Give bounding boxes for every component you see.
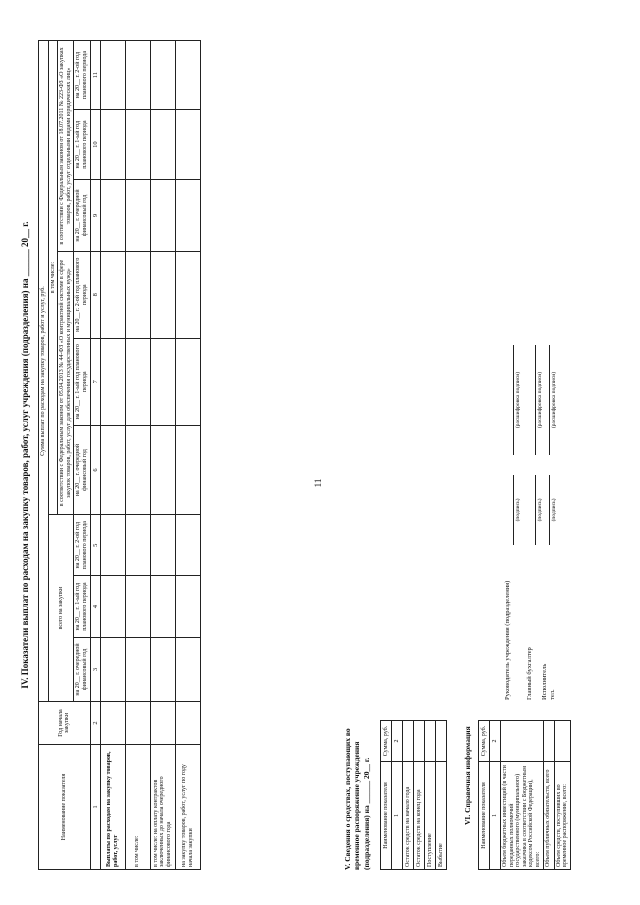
cell[interactable] <box>175 515 200 576</box>
signature-line[interactable] <box>513 475 514 545</box>
row-label: Выбытие <box>436 762 447 870</box>
decode-line[interactable] <box>549 345 550 455</box>
decode-line[interactable] <box>513 345 514 455</box>
table-row <box>125 41 150 870</box>
section-6-title: VI. Справочная информация <box>463 726 472 825</box>
cell[interactable] <box>100 338 125 425</box>
col-head-total: всего на закупки <box>48 515 74 702</box>
row-label: Остаток средств на конец года <box>414 762 425 870</box>
col-num: 2 <box>90 702 100 745</box>
cell[interactable] <box>150 576 175 638</box>
cell[interactable] <box>150 41 175 110</box>
cell[interactable] <box>125 425 150 514</box>
row-label: Выплаты по расходам на закупку товаров, работ, услуг <box>100 745 125 870</box>
cell[interactable] <box>125 180 150 252</box>
cell[interactable] <box>150 515 175 576</box>
cell[interactable] <box>414 721 425 762</box>
table-row <box>554 721 570 870</box>
decode-caption: (расшифровка подписи) <box>537 371 543 429</box>
col-head-name: Наименование показателя <box>479 762 490 870</box>
col-num: 9 <box>90 180 100 252</box>
col-num: 10 <box>90 110 100 180</box>
period-current: на 20__ г. очередной финансовый год <box>74 180 90 252</box>
cell[interactable] <box>125 576 150 638</box>
decode-line[interactable] <box>535 345 536 455</box>
cell[interactable] <box>150 251 175 338</box>
cell[interactable] <box>543 721 554 762</box>
cell[interactable] <box>175 702 200 745</box>
col-num: 6 <box>90 425 100 514</box>
sign-caption: (подпись) <box>551 498 557 522</box>
table-row <box>403 721 414 870</box>
cell[interactable] <box>175 110 200 180</box>
col-head-year: Год начала закупки <box>39 702 91 745</box>
period-current: на 20__ г. очередной финансовый год <box>74 637 90 701</box>
cell[interactable] <box>100 110 125 180</box>
col-head-sum: Сумма выплат по расходам на закупку товаров, работ и услуг, руб. <box>39 41 49 702</box>
row-label: Остаток средств на начало года <box>403 762 414 870</box>
row-label: в том числе: <box>125 745 150 870</box>
row-label: на закупку товаров, работ, услуг по году начала закупки <box>175 745 200 870</box>
row-label: Поступление <box>425 762 436 870</box>
table-row <box>425 721 436 870</box>
period-first: на 20__ г. 1-ый год планового периода <box>74 576 90 638</box>
cell[interactable] <box>125 702 150 745</box>
cell[interactable] <box>175 425 200 514</box>
signature-line[interactable] <box>549 475 550 545</box>
reference-info-table <box>478 720 571 870</box>
cell[interactable] <box>175 637 200 701</box>
cell[interactable] <box>150 425 175 514</box>
col-num: 1 <box>392 762 403 870</box>
decode-caption: (расшифровка подписи) <box>551 371 557 429</box>
sign-caption: (подпись) <box>537 498 543 522</box>
col-num: 11 <box>90 41 100 110</box>
cell[interactable] <box>436 721 447 762</box>
cell[interactable] <box>175 338 200 425</box>
col-head-name: Наименование показателя <box>39 745 91 870</box>
cell[interactable] <box>403 721 414 762</box>
page-number: 11 <box>313 478 323 488</box>
cell[interactable] <box>554 721 570 762</box>
col-head-44fz: в соответствии с Федеральным законом от 05.04.2013 № 44-ФЗ «О контрактной системе в сфере закупок товаров, работ, услуг для обеспечения государственных и муниципальных нужд» <box>58 251 74 514</box>
temporary-funds-table <box>380 720 447 870</box>
table-row <box>150 41 175 870</box>
cell[interactable] <box>125 338 150 425</box>
cell[interactable] <box>175 180 200 252</box>
col-head-name: Наименование показателя <box>381 762 392 870</box>
cell[interactable] <box>100 425 125 514</box>
cell[interactable] <box>125 110 150 180</box>
column-numbers-row <box>90 41 100 870</box>
cell[interactable] <box>100 515 125 576</box>
col-num: 5 <box>90 515 100 576</box>
cell[interactable] <box>150 180 175 252</box>
table-row <box>501 721 544 870</box>
period-current: на 20__ г. очередной финансовый год <box>74 425 90 514</box>
col-num: 1 <box>90 745 100 870</box>
table-row <box>175 41 200 870</box>
period-second: на 20__ г. 2-ой год планового периода <box>74 251 90 338</box>
col-num: 1 <box>490 762 501 870</box>
cell[interactable] <box>175 41 200 110</box>
row-label: Объем бюджетных инвестиций (в части переданных полномочий государственного (муниципального) заказчика в соответствии с Бюджетным кодексом Российской Федерации), всего: <box>501 762 544 870</box>
sign-caption: (подпись) <box>515 498 521 522</box>
col-num: 3 <box>90 637 100 701</box>
signature-executor-label: Исполнитель <box>541 663 548 700</box>
cell[interactable] <box>150 338 175 425</box>
row-label: Объем публичных обязательств, всего <box>543 762 554 870</box>
cell[interactable] <box>501 721 544 762</box>
cell[interactable] <box>175 576 200 638</box>
col-head-sum: Сумма, руб. <box>381 721 392 762</box>
signature-line[interactable] <box>535 475 536 545</box>
cell[interactable] <box>100 41 125 110</box>
col-num: 4 <box>90 576 100 638</box>
col-head-223fz: в соответствии с Федеральным законом от 18.07.2011 № 223-ФЗ «О закупках товаров, работ, услуг отдельными видами юридических лиц» <box>58 41 74 252</box>
row-label: Объем средств, поступивших во временное распоряжение, всего: <box>554 762 570 870</box>
col-num: 2 <box>490 721 501 762</box>
cell[interactable] <box>175 251 200 338</box>
col-head-incl: в том числе: <box>48 41 58 515</box>
section-5-title: V. Сведения о средствах, поступающих во временное распоряжение учреждения (подразделения) на ______ 20__ г. <box>343 728 371 870</box>
cell[interactable] <box>150 110 175 180</box>
cell[interactable] <box>125 637 150 701</box>
col-num: 8 <box>90 251 100 338</box>
cell[interactable] <box>100 637 125 701</box>
period-first: на 20__ г. 1-ый год планового периода <box>74 110 90 180</box>
phone-label: тел. <box>549 689 556 700</box>
table-row <box>543 721 554 870</box>
table-row <box>414 721 425 870</box>
col-num: 7 <box>90 338 100 425</box>
procurement-payments-table <box>38 40 201 870</box>
table-row <box>100 41 125 870</box>
period-second: на 20__ г. 2-ой год планового периода <box>74 41 90 110</box>
cell[interactable] <box>100 180 125 252</box>
signature-accountant-label: Главный бухгалтер <box>526 647 533 700</box>
cell[interactable] <box>125 515 150 576</box>
signature-head-label: Руководитель учреждения (подразделения) <box>504 580 511 700</box>
col-head-sum: Сумма, руб. <box>479 721 490 762</box>
rotated-form-sheet <box>8 25 569 885</box>
period-first: на 20__ г. 1-ый год планового периода <box>74 338 90 425</box>
table-row <box>436 721 447 870</box>
period-second: на 20__ г. 2-ой год планового периода <box>74 515 90 576</box>
decode-caption: (расшифровка подписи) <box>515 371 521 429</box>
col-num: 2 <box>392 721 403 762</box>
cell[interactable] <box>100 702 125 745</box>
cell[interactable] <box>425 721 436 762</box>
cell[interactable] <box>125 41 150 110</box>
cell[interactable] <box>100 251 125 338</box>
cell[interactable] <box>100 576 125 638</box>
cell[interactable] <box>125 251 150 338</box>
cell[interactable] <box>150 637 175 701</box>
cell[interactable] <box>150 702 175 745</box>
row-label: в том числе: на оплату контрактов заключенных до начала очередного финансового года <box>150 745 175 870</box>
section-4-title: IV. Показатели выплат по расходам на закупку товаров, работ, услуг учреждения (подразделения) на ______ 20__ г. <box>20 221 30 689</box>
